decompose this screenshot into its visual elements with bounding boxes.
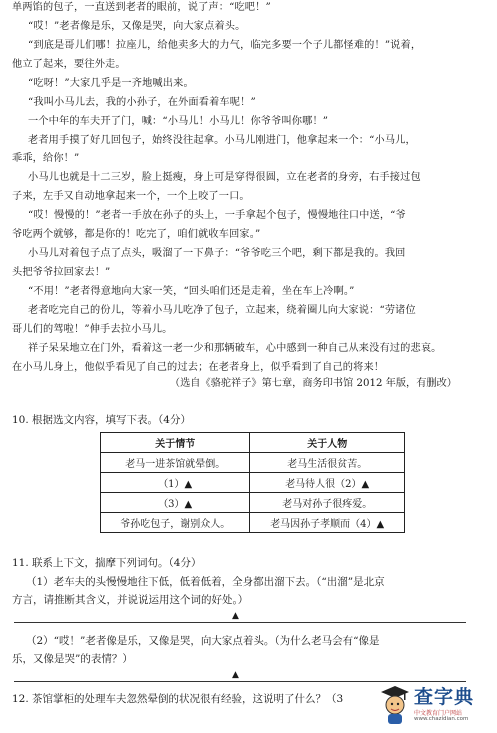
passage-line: “不用！”老者得意地向大家一笑，“回头咱们还是走着，坐在车上冷啊。” xyxy=(28,286,355,297)
answer-blank-1[interactable]: （1）▲ xyxy=(101,473,250,493)
table-row xyxy=(101,453,405,473)
question-11-item-2-line-1: （2）“哎！”老者像是乐，又像是哭，向大家点着头。（为什么老马会有“像是 xyxy=(26,635,380,647)
answer-blank-3[interactable]: （3）▲ xyxy=(101,493,250,513)
question-11-prompt: 11. 联系上下文，揣摩下列词句。（4分） xyxy=(12,557,202,569)
table-header-character: 关于人物 xyxy=(250,433,405,453)
question-10-prompt: 10. 根据选文内容，填写下表。（4分） xyxy=(12,414,191,426)
passage-line: 爷吃两个就够，都是你的！吃完了，咱们就收车回家。” xyxy=(12,229,261,240)
table-row xyxy=(101,493,405,513)
table-row xyxy=(101,513,405,533)
passage-line: “哎！”老者像是乐，又像是哭，向大家点着头。 xyxy=(28,21,246,32)
answer-blank-4[interactable]: 老马因孙子孝顺而（4）▲ xyxy=(250,513,405,533)
passage-line: 小马儿对着包子点了点头，吸溜了一下鼻子：“爷爷吃三个吧，剩下都是我的。我回 xyxy=(28,248,406,259)
passage-line: 子来，左手又自动地拿起来一个，一个上咬了一口。 xyxy=(12,191,250,202)
passage-line: 哥儿们的驾啦！”伸手去拉小马儿。 xyxy=(12,324,173,335)
passage-line: “我叫小马儿去，我的小孙子，在外面看着车呢！” xyxy=(28,97,256,108)
passage-line: 在小马儿身上，他似乎看见了自己的过去；在老者身上，似乎看到了自己的将来！ xyxy=(12,362,385,373)
passage-line: 老者吃完自己的份儿，等着小马儿吃净了包子，立起来，绕着圈儿向大家说：“劳诸位 xyxy=(28,305,416,316)
question-10-table xyxy=(100,432,405,533)
chazidian-logo xyxy=(378,680,490,728)
table-header-row xyxy=(101,433,405,453)
passage-line: 一个中年的车夫开了门，喊：“小马儿！小马儿！你爷爷叫你哪！” xyxy=(28,116,329,127)
passage-line: 小马儿也就是十二三岁，脸上挺瘦，身上可是穿得很圆，立在老者的身旁，右手接过包 xyxy=(28,172,421,183)
table-cell: 爷孙吃包子，谢别众人。 xyxy=(101,513,250,533)
table-row xyxy=(101,473,405,493)
table-cell: 老马一进茶馆就晕倒。 xyxy=(101,453,250,473)
logo-wordmark: 查字典 xyxy=(414,686,475,708)
table-cell: 老马生活很贫苦。 xyxy=(250,453,405,473)
passage-line: 他立了起来，要往外走。 xyxy=(12,59,126,70)
question-11-item-1-line-2: 方言，请推断其含义，并说说运用这个词的好处。） xyxy=(12,594,249,606)
table-cell: 老马对孙子很疼爱。 xyxy=(250,493,405,513)
passage-line: “吃呀！”大家几乎是一齐地喊出来。 xyxy=(28,78,194,89)
passage-line: “哎！慢慢的！”老者一手放在孙子的头上，一手拿起个包子，慢慢地往口中送，“爷 xyxy=(28,210,406,221)
table-header-plot: 关于情节 xyxy=(101,433,250,453)
answer-blank-2[interactable]: 老马待人很（2）▲ xyxy=(250,473,405,493)
logo-slogan: 中文教育门户网站 xyxy=(414,710,463,717)
question-11-item-1-line-1: （1）老车夫的头慢慢地往下低，低着低着，全身都出溜下去。（“出溜”是北京 xyxy=(26,576,385,588)
passage-line: 老者用手摸了好几回包子，始终没往起拿。小马儿刚进门，他拿起来一个：“小马儿， xyxy=(28,135,416,146)
source-citation: （选自《骆驼祥子》第七章，商务印书馆 2012 年版，有删改） xyxy=(169,378,457,389)
answer-line-q11-1[interactable] xyxy=(14,622,466,623)
passage-line: 祥子呆呆地立在门外，看着这一老一少和那辆破车，心中感到一种自己从来没有过的悲哀。 xyxy=(28,343,442,354)
question-12-prompt: 12. 茶馆掌柜的处理车夫忽然晕倒的状况很有经验，这说明了什么？（3 xyxy=(12,693,344,705)
passage-line: 单两馅的包子，一直送到老者的眼前，说了声：“吃吧！” xyxy=(12,2,271,13)
answer-marker: ▲ xyxy=(232,611,239,621)
graduate-mascot-icon xyxy=(378,682,412,726)
logo-url: www.chazidian.com xyxy=(414,716,469,722)
passage-line: “到底是哥儿们哪！拉座儿，给他卖多大的力气，临完多要一个子儿都怪难的！”说着， xyxy=(28,40,422,51)
passage-line: 头把爷爷拉回家去！” xyxy=(12,267,111,278)
question-11-item-2-line-2: 乐，又像是哭”的表情？） xyxy=(12,653,133,665)
answer-marker: ▲ xyxy=(232,670,239,680)
passage-line: 乖乖，给你！” xyxy=(12,153,80,164)
